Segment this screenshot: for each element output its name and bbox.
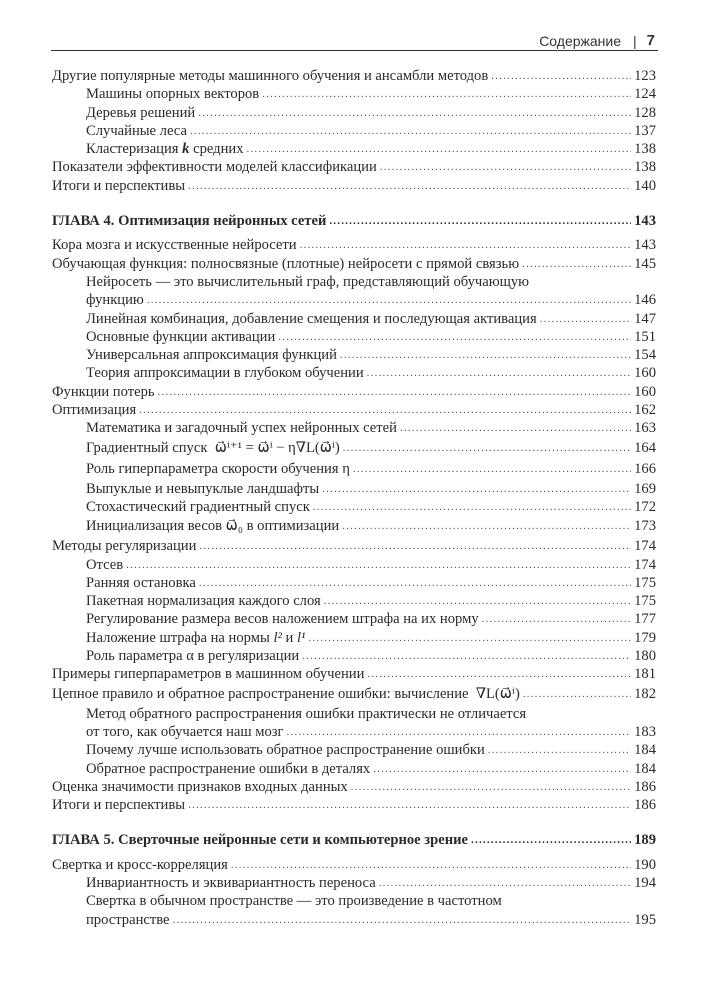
page-number: 195 bbox=[634, 911, 656, 928]
toc-entry[interactable] bbox=[52, 346, 656, 364]
math-k: k bbox=[182, 141, 190, 158]
toc-entry[interactable] bbox=[52, 419, 656, 437]
entry-title: Основные функции активации bbox=[86, 328, 276, 345]
page-number: 174 bbox=[634, 556, 656, 573]
dot-leader bbox=[353, 458, 631, 480]
dot-leader bbox=[199, 573, 631, 592]
dot-leader bbox=[400, 418, 631, 437]
entry-title: Свертка в обычном пространстве — это произведение в частотном bbox=[86, 893, 502, 910]
page-number: 143 bbox=[634, 237, 656, 254]
entry-title: Ранняя остановка bbox=[86, 574, 196, 591]
page-number: 163 bbox=[634, 420, 656, 437]
dot-leader bbox=[287, 722, 632, 741]
entry-title: Регулирование размера весов наложением штрафа на их норму bbox=[86, 611, 479, 628]
dot-leader bbox=[522, 254, 631, 273]
toc-entry-line2[interactable] bbox=[52, 291, 656, 309]
toc-entry[interactable] bbox=[52, 255, 656, 273]
entry-title: Функции потерь bbox=[52, 383, 155, 400]
toc-entry-line2[interactable] bbox=[52, 723, 656, 741]
dot-leader bbox=[488, 740, 631, 759]
dot-leader bbox=[322, 479, 631, 498]
toc-entry-line1[interactable] bbox=[52, 892, 656, 910]
l1-norm: l¹ bbox=[296, 629, 306, 646]
page-number: 186 bbox=[634, 797, 656, 814]
dot-leader bbox=[342, 515, 631, 537]
toc-entry-line2[interactable] bbox=[52, 911, 656, 929]
entry-title: от того, как обучается наш мозг bbox=[86, 723, 284, 740]
toc-entry[interactable] bbox=[52, 158, 656, 176]
page-number: 180 bbox=[634, 648, 656, 665]
entry-title: Теория аппроксимации в глубоком обучении bbox=[86, 365, 364, 382]
toc-chapter-5[interactable] bbox=[52, 831, 656, 849]
entry-title: Роль параметра α в регуляризации bbox=[86, 648, 300, 665]
entry-title: Цепное правило и обратное распространение ошибки: вычисление ∇L(ω⃗ⁱ) bbox=[52, 685, 520, 702]
entry-title: Оценка значимости признаков входных данных bbox=[52, 778, 348, 795]
page-number: 173 bbox=[634, 518, 656, 535]
entry-title: Математика и загадочный успех нейронных сетей bbox=[86, 420, 397, 437]
dot-leader bbox=[199, 536, 631, 555]
page-number: 184 bbox=[634, 742, 656, 759]
page-number: 181 bbox=[634, 666, 656, 683]
entry-title: Обучающая функция: полносвязные (плотные) нейросети с прямой связью bbox=[52, 255, 520, 272]
page-number: 147 bbox=[634, 310, 656, 327]
dot-leader bbox=[324, 591, 631, 610]
toc-entry[interactable] bbox=[52, 236, 656, 254]
dot-leader bbox=[540, 309, 631, 328]
gradient-loss-formula: ∇L(ω⃗ⁱ) bbox=[475, 685, 520, 702]
dot-leader bbox=[247, 139, 632, 158]
dot-leader bbox=[173, 910, 632, 929]
omega-zero-formula: ω⃗₀ bbox=[225, 518, 243, 535]
entry-title: Метод обратного распространения ошибки практически не отличается bbox=[86, 705, 527, 722]
dot-leader bbox=[313, 497, 631, 516]
entry-title: Отсев bbox=[86, 556, 124, 573]
toc-entry[interactable] bbox=[52, 438, 656, 459]
toc-entry[interactable] bbox=[52, 85, 656, 103]
header-section-title: Содержание bbox=[539, 32, 622, 49]
entry-title: Линейная комбинация, добавление смещения и последующая активация bbox=[86, 310, 537, 327]
dot-leader bbox=[231, 855, 631, 874]
page-number: 169 bbox=[634, 480, 656, 497]
entry-title: Наложение штрафа на нормы l² и l¹ bbox=[86, 629, 306, 646]
entry-title: функцию bbox=[86, 292, 144, 309]
l2-norm: l² bbox=[273, 629, 282, 646]
toc-entry[interactable] bbox=[52, 592, 656, 610]
entry-title: Кластеризация k средних bbox=[86, 141, 244, 158]
dot-leader bbox=[158, 382, 632, 401]
toc-entry-line1[interactable] bbox=[52, 705, 656, 723]
page-number: 177 bbox=[634, 611, 656, 628]
entry-title: Деревья решений bbox=[86, 104, 196, 121]
dot-leader bbox=[300, 235, 632, 254]
page-number: 174 bbox=[634, 538, 656, 555]
running-header bbox=[51, 30, 658, 51]
entry-title: Методы регуляризации bbox=[52, 538, 197, 555]
toc-entry[interactable] bbox=[52, 364, 656, 382]
toc-entry[interactable] bbox=[52, 480, 656, 498]
page-number: 184 bbox=[634, 760, 656, 777]
entry-title: ГЛАВА 4. Оптимизация нейронных сетей bbox=[52, 213, 327, 230]
entry-title: Оптимизация bbox=[52, 402, 137, 419]
toc-entry[interactable] bbox=[52, 401, 656, 419]
toc-entry[interactable] bbox=[52, 516, 656, 537]
page-number: 190 bbox=[634, 856, 656, 873]
dot-leader bbox=[126, 555, 631, 574]
header-separator: | bbox=[633, 32, 637, 49]
entry-title: Инициализация весов ω⃗₀ в оптимизации bbox=[86, 518, 340, 535]
header-page-number: 7 bbox=[646, 32, 655, 49]
gradient-descent-formula: ω⃗ⁱ⁺¹ = ω⃗ⁱ − η∇L(ω⃗ⁱ) bbox=[214, 439, 340, 456]
entry-title: Свертка и кросс-корреляция bbox=[52, 856, 228, 873]
page-number: 186 bbox=[634, 778, 656, 795]
dot-leader bbox=[471, 830, 631, 849]
page-number: 137 bbox=[634, 122, 656, 139]
entry-title: Примеры гиперпараметров в машинном обучении bbox=[52, 666, 365, 683]
page-number: 172 bbox=[634, 498, 656, 515]
page-number: 124 bbox=[634, 86, 656, 103]
page-number: 164 bbox=[634, 439, 656, 456]
entry-title: Градиентный спуск ω⃗ⁱ⁺¹ = ω⃗ⁱ − η∇L(ω⃗ⁱ) bbox=[86, 439, 340, 456]
dot-leader bbox=[308, 628, 631, 647]
table-of-contents bbox=[52, 67, 656, 929]
toc-entry[interactable] bbox=[52, 177, 656, 195]
toc-entry[interactable] bbox=[52, 778, 656, 796]
toc-entry[interactable] bbox=[52, 610, 656, 628]
dot-leader bbox=[340, 345, 631, 364]
toc-entry[interactable] bbox=[52, 122, 656, 140]
dot-leader bbox=[380, 157, 631, 176]
entry-title: Машины опорных векторов bbox=[86, 86, 260, 103]
page-number: 194 bbox=[634, 874, 656, 891]
dot-leader bbox=[188, 176, 631, 195]
toc-entry[interactable] bbox=[52, 459, 656, 480]
dot-leader bbox=[367, 664, 631, 683]
dot-leader bbox=[379, 873, 631, 892]
entry-title: Обратное распространение ошибки в деталях bbox=[86, 760, 371, 777]
entry-title: Универсальная аппроксимация функций bbox=[86, 347, 337, 364]
entry-title: Другие популярные методы машинного обучения и ансамбли методов bbox=[52, 68, 489, 84]
entry-title: Нейросеть — это вычислительный граф, представляющий обучающую bbox=[86, 273, 530, 290]
page-number: 143 bbox=[634, 213, 656, 230]
eta-symbol: η bbox=[342, 460, 350, 477]
entry-title: ГЛАВА 5. Сверточные нейронные сети и компьютерное зрение bbox=[52, 832, 469, 849]
page-number: 175 bbox=[634, 593, 656, 610]
page-number: 160 bbox=[634, 383, 656, 400]
page-number: 162 bbox=[634, 402, 656, 419]
page-number: 175 bbox=[634, 574, 656, 591]
dot-leader bbox=[190, 121, 631, 140]
dot-leader bbox=[302, 646, 631, 665]
page-number: 138 bbox=[634, 141, 656, 158]
page-number: 166 bbox=[634, 460, 656, 477]
page-number: 160 bbox=[634, 365, 656, 382]
toc-entry[interactable] bbox=[52, 104, 656, 122]
toc-entry[interactable] bbox=[52, 67, 656, 85]
page-number: 179 bbox=[634, 629, 656, 646]
dot-leader bbox=[147, 290, 631, 309]
toc-entry[interactable] bbox=[52, 684, 656, 705]
page-number: 154 bbox=[634, 347, 656, 364]
toc-entry[interactable] bbox=[52, 574, 656, 592]
toc-entry[interactable] bbox=[52, 647, 656, 665]
entry-title: Случайные леса bbox=[86, 122, 187, 139]
entry-title: пространстве bbox=[86, 911, 170, 928]
page-number: 182 bbox=[634, 685, 656, 702]
toc-entry[interactable] bbox=[52, 140, 656, 158]
entry-title: Итоги и перспективы bbox=[52, 797, 186, 814]
dot-leader bbox=[373, 759, 631, 778]
toc-entry[interactable] bbox=[52, 383, 656, 401]
toc-entry[interactable] bbox=[52, 665, 656, 683]
page-number: 189 bbox=[634, 832, 656, 849]
toc-entry[interactable] bbox=[52, 310, 656, 328]
page-number: 138 bbox=[634, 159, 656, 176]
dot-leader bbox=[198, 103, 631, 122]
toc-entry-line1[interactable] bbox=[52, 273, 656, 291]
page-number: 183 bbox=[634, 723, 656, 740]
dot-leader bbox=[523, 683, 631, 705]
dot-leader bbox=[343, 437, 631, 459]
toc-entry[interactable] bbox=[52, 796, 656, 814]
entry-title: Кора мозга и искусственные нейросети bbox=[52, 237, 297, 254]
entry-title: Итоги и перспективы bbox=[52, 177, 186, 194]
entry-title: Почему лучше использовать обратное распространение ошибки bbox=[86, 742, 485, 759]
page-number: 140 bbox=[634, 177, 656, 194]
dot-leader bbox=[367, 363, 631, 382]
entry-title: Пакетная нормализация каждого слоя bbox=[86, 593, 321, 610]
dot-leader bbox=[351, 777, 631, 796]
page-number: 145 bbox=[634, 255, 656, 272]
toc-entry[interactable] bbox=[52, 537, 656, 555]
dot-leader bbox=[278, 327, 631, 346]
dot-leader bbox=[491, 66, 631, 85]
dot-leader bbox=[482, 609, 631, 628]
toc-entry[interactable] bbox=[52, 856, 656, 874]
page-number: 151 bbox=[634, 328, 656, 345]
page-number: 146 bbox=[634, 292, 656, 309]
toc-chapter-4[interactable] bbox=[52, 212, 656, 230]
toc-entry[interactable] bbox=[52, 741, 656, 759]
dot-leader bbox=[262, 84, 631, 103]
toc-entry[interactable] bbox=[52, 874, 656, 892]
toc-entry[interactable] bbox=[52, 629, 656, 647]
page-number: 123 bbox=[634, 68, 656, 84]
page-number: 128 bbox=[634, 104, 656, 121]
dot-leader bbox=[139, 400, 631, 419]
dot-leader bbox=[188, 795, 631, 814]
entry-title: Показатели эффективности моделей классификации bbox=[52, 159, 377, 176]
entry-title: Инвариантность и эквивариантность переноса bbox=[86, 874, 376, 891]
entry-title: Роль гиперпараметра скорости обучения η bbox=[86, 460, 350, 477]
entry-title: Выпуклые и невыпуклые ландшафты bbox=[86, 480, 320, 497]
dot-leader bbox=[329, 211, 631, 230]
toc-entry[interactable] bbox=[52, 760, 656, 778]
entry-title: Стохастический градиентный спуск bbox=[86, 498, 310, 515]
toc-entry[interactable] bbox=[52, 498, 656, 516]
toc-entry[interactable] bbox=[52, 556, 656, 574]
toc-entry[interactable] bbox=[52, 328, 656, 346]
